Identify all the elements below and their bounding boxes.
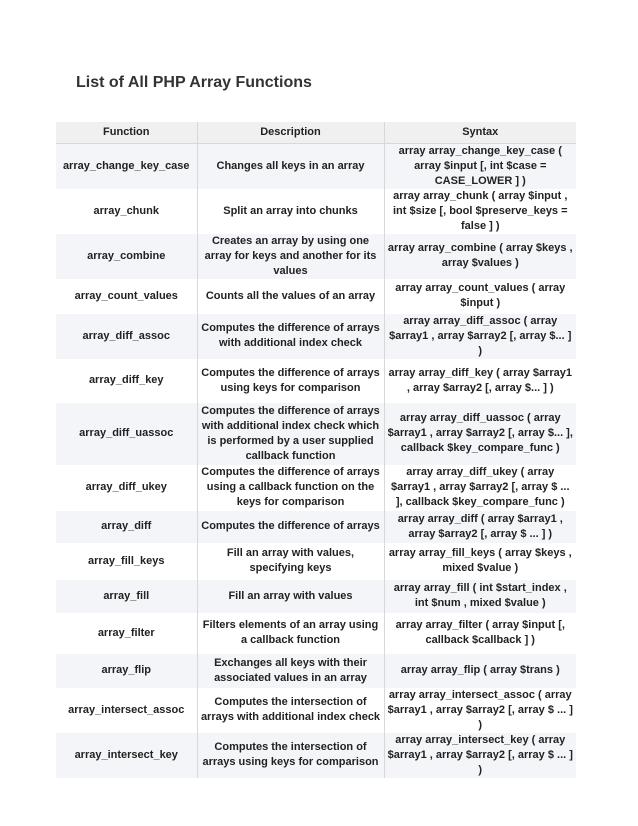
table-row <box>56 143 576 189</box>
table-row <box>56 279 576 314</box>
syntax-cell: array array_diff_ukey ( array $array1 , array $array2 [, array $ ... ], callback $key_compare_func ) <box>390 466 570 508</box>
php-array-functions-table <box>56 122 576 778</box>
function-cell: array_intersect_key <box>56 733 197 778</box>
table-row <box>56 654 576 688</box>
table-row <box>56 580 576 613</box>
table-row <box>56 465 576 511</box>
description-cell: Counts all the values of an array <box>197 279 384 314</box>
function-cell: array_fill_keys <box>56 543 197 580</box>
function-cell: array_intersect_assoc <box>56 688 197 733</box>
table-row <box>56 543 576 580</box>
table-row <box>56 511 576 543</box>
table-row <box>56 314 576 359</box>
syntax-cell: array array_intersect_assoc ( array $array1 , array $array2 [, array $ ... ] ) <box>387 688 573 731</box>
description-cell: Fill an array with values, specifying keys <box>197 543 384 580</box>
description-cell: Creates an array by using one array for keys and another for its values <box>197 234 384 279</box>
function-cell: array_diff <box>56 511 197 543</box>
function-cell: array_combine <box>56 234 197 279</box>
function-cell: array_count_values <box>56 279 197 314</box>
header-syntax: Syntax <box>384 122 576 143</box>
header-description: Description <box>197 122 384 143</box>
syntax-cell: array array_diff_key ( array $array1 , array $array2 [, array $... ] ) <box>388 366 572 394</box>
description-cell: Computes the difference of arrays using keys for comparison <box>197 359 384 403</box>
syntax-cell: array array_filter ( array $input [, callback $callback ] ) <box>395 619 565 646</box>
table-row <box>56 733 576 778</box>
description-cell: Fill an array with values <box>197 580 384 613</box>
syntax-cell: array array_diff_assoc ( array $array1 , array $array2 [, array $... ] ) <box>389 314 572 357</box>
table-row <box>56 613 576 654</box>
function-cell: array_chunk <box>56 189 197 234</box>
function-cell: array_flip <box>56 654 197 688</box>
description-cell: Filters elements of an array using a callback function <box>197 613 384 654</box>
syntax-cell: array array_diff ( array $array1 , array $array2 [, array $ ... ] ) <box>397 512 563 540</box>
description-cell: Computes the difference of arrays using a callback function on the keys for comparison <box>197 465 384 511</box>
syntax-cell: array array_fill ( int $start_index , int $num , mixed $value ) <box>393 582 567 609</box>
syntax-cell: array array_diff_uassoc ( array $array1 , array $array2 [, array $... ], callback $key_compare_func ) <box>387 412 573 454</box>
syntax-cell: array array_count_values ( array $input ) <box>395 282 566 309</box>
table-row <box>56 688 576 733</box>
function-cell: array_diff_assoc <box>56 314 197 359</box>
function-cell: array_diff_uassoc <box>56 403 197 465</box>
syntax-cell: array array_chunk ( array $input , int $size [, bool $preserve_keys = false ] ) <box>392 189 568 232</box>
page-title: List of All PHP Array Functions <box>76 74 312 91</box>
function-cell: array_fill <box>56 580 197 613</box>
description-cell: Exchanges all keys with their associated values in an array <box>197 654 384 688</box>
syntax-cell: array array_change_key_case ( array $input [, int $case = CASE_LOWER ] ) <box>398 144 562 187</box>
table-header-row <box>56 122 576 143</box>
function-cell: array_change_key_case <box>56 143 197 189</box>
function-cell: array_filter <box>56 613 197 654</box>
description-cell: Computes the difference of arrays with additional index check which is performed by a user supplied callback function <box>197 403 384 465</box>
syntax-cell: array array_combine ( array $keys , array $values ) <box>387 242 573 269</box>
syntax-cell: array array_fill_keys ( array $keys , mixed $value ) <box>388 547 572 574</box>
function-cell: array_diff_key <box>56 359 197 403</box>
function-cell: array_diff_ukey <box>56 465 197 511</box>
syntax-cell: array array_intersect_key ( array $array1 , array $array2 [, array $ ... ] ) <box>387 733 573 776</box>
description-cell: Changes all keys in an array <box>197 143 384 189</box>
table-row <box>56 359 576 403</box>
description-cell: Computes the difference of arrays <box>197 511 384 543</box>
description-cell: Computes the intersection of arrays using keys for comparison <box>197 733 384 778</box>
table-row <box>56 234 576 279</box>
table-row <box>56 403 576 465</box>
header-function: Function <box>56 122 197 143</box>
description-cell: Split an array into chunks <box>197 189 384 234</box>
description-cell: Computes the intersection of arrays with additional index check <box>197 688 384 733</box>
table-row <box>56 189 576 234</box>
syntax-cell: array array_flip ( array $trans ) <box>400 664 560 676</box>
description-cell: Computes the difference of arrays with additional index check <box>197 314 384 359</box>
